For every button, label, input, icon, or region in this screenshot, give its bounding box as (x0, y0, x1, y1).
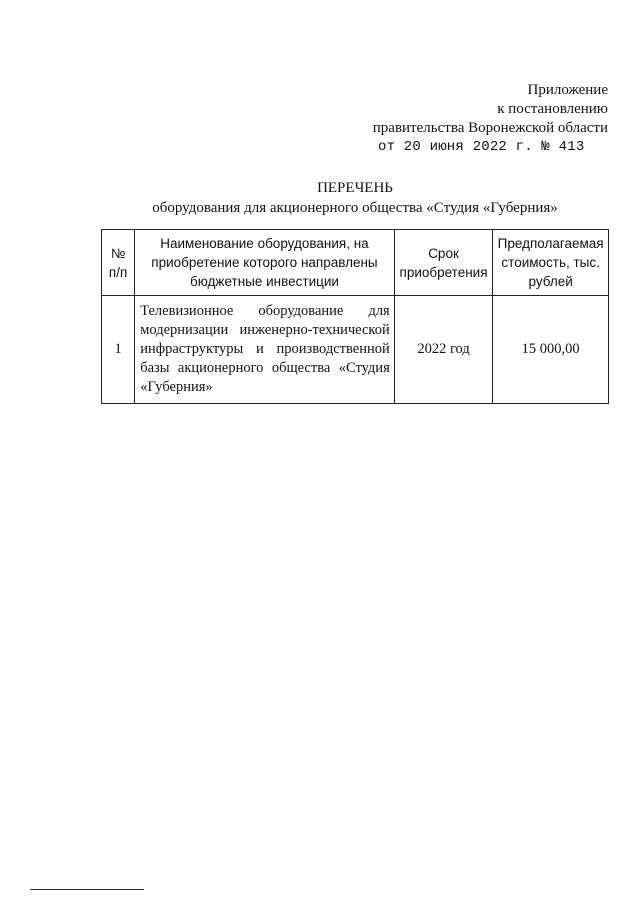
equipment-table (101, 229, 609, 404)
header-acquisition-term: Срок приобретения (394, 230, 493, 296)
appendix-reference: к постановлению (497, 101, 608, 117)
appendix-title: Приложение (527, 82, 608, 98)
table-header-row (102, 230, 609, 296)
header-number: № п/п (102, 230, 135, 296)
appendix-block (308, 81, 608, 157)
appendix-authority: правительства Воронежской области (372, 120, 608, 136)
cell-estimated-cost: 15 000,00 (493, 296, 609, 404)
document-title-block (0, 178, 640, 218)
footnote-divider (30, 889, 144, 890)
header-equipment-name: Наименование оборудования, на приобретение которого направлены бюджетные инвестиции (135, 230, 395, 296)
cell-number: 1 (102, 296, 135, 404)
header-estimated-cost: Предполагаемая стоимость, тыс. рублей (493, 230, 609, 296)
table-row (102, 296, 609, 404)
document-heading: ПЕРЕЧЕНЬ (317, 180, 393, 196)
document-subheading: оборудования для акционерного общества «Студия «Губерния» (152, 200, 558, 216)
cell-equipment-name: Телевизионное оборудование для модернизации инженерно-технической инфраструктуры и производственной базы акционерного общества «Студия «Губерния» (135, 296, 395, 404)
appendix-date-number: от 20 июня 2022 г. № 413 (378, 139, 585, 155)
cell-acquisition-term: 2022 год (394, 296, 493, 404)
